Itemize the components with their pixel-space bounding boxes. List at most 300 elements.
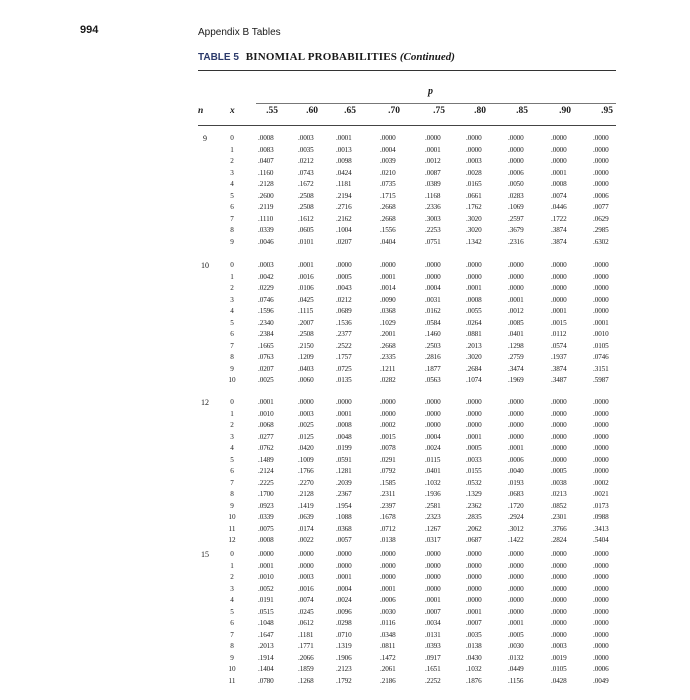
probability-cell: .0191: [258, 596, 274, 604]
probability-cell: .0030: [508, 642, 524, 650]
probability-cell: .0000: [551, 630, 567, 639]
probability-cell: .0083: [258, 145, 274, 154]
probability-cell: .2924: [508, 513, 524, 521]
probability-cell: .0291: [380, 455, 396, 464]
probability-cell: .3874: [551, 226, 567, 234]
x-value: 4: [230, 596, 234, 604]
probability-cell: .1032: [425, 478, 441, 487]
p-span-rule: [256, 103, 616, 104]
x-value: 5: [230, 607, 234, 616]
probability-cell: .0000: [466, 561, 482, 570]
probability-cell: .2123: [336, 665, 352, 673]
probability-cell: .2323: [425, 513, 441, 521]
probability-cell: .2128: [298, 490, 314, 498]
probability-cell: .0605: [298, 226, 314, 234]
probability-cell: .0687: [466, 536, 482, 544]
p-header: .90: [559, 106, 571, 116]
probability-cell: .0025: [298, 421, 314, 429]
probability-cell: .0000: [593, 272, 609, 281]
x-value: 5: [230, 191, 234, 200]
probability-cell: .1009: [298, 455, 314, 464]
probability-cell: .2581: [425, 501, 441, 510]
probability-cell: .0000: [425, 261, 441, 269]
probability-cell: .2194: [336, 191, 352, 200]
probability-cell: .0000: [551, 398, 567, 406]
x-value: 1: [230, 409, 234, 418]
probability-cell: .3151: [593, 364, 609, 373]
probability-cell: .0003: [298, 409, 314, 418]
probability-cell: .0515: [258, 607, 274, 616]
probability-cell: .0002: [593, 478, 609, 487]
n-column-header: n: [198, 106, 204, 116]
probability-cell: .2684: [466, 364, 482, 373]
probability-cell: .1585: [380, 478, 396, 487]
probability-cell: .0923: [258, 501, 274, 510]
table-continued: (Continued): [399, 51, 455, 63]
probability-cell: .2508: [298, 330, 314, 338]
p-column-group-header: p: [428, 86, 433, 97]
probability-cell: .0000: [593, 307, 609, 315]
probability-cell: .0001: [466, 432, 482, 441]
probability-cell: .0131: [425, 630, 441, 639]
probability-cell: .0000: [593, 432, 609, 441]
probability-cell: .1596: [258, 307, 274, 315]
probability-cell: .1029: [380, 318, 396, 327]
probability-cell: .0105: [551, 665, 567, 673]
x-value: 4: [230, 307, 234, 315]
probability-cell: .1876: [466, 676, 482, 685]
n-value: 15: [201, 550, 209, 559]
probability-cell: .3874: [551, 237, 567, 246]
probability-cell: .0751: [425, 237, 441, 246]
probability-cell: .3474: [508, 364, 524, 373]
probability-cell: .0000: [425, 134, 441, 142]
probability-cell: .0000: [508, 272, 524, 281]
probability-cell: .2985: [593, 226, 609, 234]
probability-cell: .0001: [258, 561, 274, 570]
probability-cell: .0446: [551, 203, 567, 211]
probability-cell: .0135: [336, 376, 352, 384]
probability-cell: .0000: [551, 421, 567, 429]
probability-cell: .0006: [380, 596, 396, 604]
probability-cell: .0019: [551, 653, 567, 662]
probability-cell: .0003: [298, 573, 314, 581]
x-value: 9: [230, 237, 234, 246]
x-value: 8: [230, 353, 234, 361]
probability-cell: .2600: [258, 191, 274, 200]
page-number: 994: [80, 24, 99, 36]
probability-cell: .0112: [551, 330, 567, 338]
x-value: 7: [230, 630, 234, 639]
probability-cell: .0001: [336, 573, 352, 581]
probability-cell: .0010: [258, 409, 274, 418]
probability-cell: .0001: [425, 145, 441, 154]
x-value: 12: [228, 536, 236, 544]
probability-cell: .0000: [466, 272, 482, 281]
probability-cell: .1115: [298, 307, 314, 315]
x-value: 1: [230, 561, 234, 570]
x-value: 8: [230, 490, 234, 498]
probability-cell: .2362: [466, 501, 482, 510]
x-value: 10: [228, 513, 236, 521]
p-header: .60: [306, 106, 318, 116]
probability-cell: .0612: [298, 619, 314, 627]
probability-cell: .3413: [593, 524, 609, 533]
probability-cell: .0683: [508, 490, 524, 498]
probability-cell: .1329: [466, 490, 482, 498]
probability-cell: .0046: [258, 237, 274, 246]
probability-cell: .1678: [380, 513, 396, 521]
probability-cell: .0000: [551, 295, 567, 304]
probability-cell: .0000: [593, 409, 609, 418]
probability-cell: .3874: [551, 364, 567, 373]
x-value: 4: [230, 444, 234, 452]
probability-cell: .0052: [258, 584, 274, 593]
probability-cell: .1168: [425, 191, 441, 200]
probability-cell: .0000: [508, 261, 524, 269]
probability-cell: .0210: [380, 168, 396, 177]
probability-cell: .0207: [258, 364, 274, 373]
probability-cell: .0000: [466, 596, 482, 604]
x-value: 2: [230, 573, 234, 581]
probability-cell: .0591: [336, 455, 352, 464]
probability-cell: .0811: [380, 642, 396, 650]
probability-cell: .1181: [298, 630, 314, 639]
probability-cell: .0710: [336, 630, 352, 639]
probability-cell: .2061: [380, 665, 396, 673]
probability-cell: .3003: [425, 214, 441, 223]
probability-cell: .2316: [508, 237, 524, 246]
probability-cell: .0689: [336, 307, 352, 315]
probability-cell: .0028: [466, 168, 482, 177]
probability-cell: .0038: [551, 478, 567, 487]
x-value: 6: [230, 330, 234, 338]
x-value: 6: [230, 203, 234, 211]
probability-cell: .2508: [298, 191, 314, 200]
probability-cell: .3766: [551, 524, 567, 533]
probability-cell: .0000: [508, 561, 524, 570]
probability-cell: .0040: [508, 467, 524, 475]
probability-cell: .0000: [466, 398, 482, 406]
probability-cell: .0000: [551, 145, 567, 154]
n-value: 10: [201, 261, 209, 270]
probability-cell: .1419: [298, 501, 314, 510]
probability-cell: .0074: [551, 191, 567, 200]
probability-cell: .0039: [380, 157, 396, 165]
probability-cell: .0003: [551, 642, 567, 650]
probability-cell: .0000: [593, 642, 609, 650]
probability-cell: .0001: [336, 134, 352, 142]
probability-cell: .0010: [593, 330, 609, 338]
probability-cell: .0000: [298, 550, 314, 558]
probability-cell: .0000: [425, 573, 441, 581]
probability-cell: .0000: [593, 561, 609, 570]
probability-cell: .2186: [380, 676, 396, 685]
probability-cell: .1110: [258, 214, 274, 223]
probability-cell: .0000: [336, 398, 352, 406]
probability-cell: .0001: [336, 409, 352, 418]
p-header: .95: [601, 106, 613, 116]
probability-cell: .1160: [258, 168, 274, 177]
probability-cell: .2270: [298, 478, 314, 487]
probability-cell: .2066: [298, 653, 314, 662]
probability-cell: .0005: [551, 467, 567, 475]
probability-cell: .1762: [466, 203, 482, 211]
probability-cell: .0025: [258, 376, 274, 384]
probability-cell: .0000: [508, 596, 524, 604]
probability-cell: .2508: [298, 203, 314, 211]
probability-cell: .0001: [425, 596, 441, 604]
x-value: 3: [230, 295, 234, 304]
probability-cell: .1969: [508, 376, 524, 384]
probability-cell: .1069: [508, 203, 524, 211]
probability-cell: .0014: [380, 284, 396, 292]
probability-cell: .2013: [466, 341, 482, 350]
probability-cell: .0881: [466, 330, 482, 338]
probability-cell: .0006: [508, 168, 524, 177]
x-value: 3: [230, 432, 234, 441]
probability-cell: .0000: [466, 261, 482, 269]
probability-cell: .0000: [593, 607, 609, 616]
probability-cell: .0000: [593, 619, 609, 627]
probability-cell: .1757: [336, 353, 352, 361]
x-value: 11: [228, 676, 236, 685]
probability-cell: .0725: [336, 364, 352, 373]
probability-cell: .0006: [508, 455, 524, 464]
probability-cell: .2311: [380, 490, 396, 498]
probability-cell: .1914: [258, 653, 274, 662]
probability-cell: .1211: [380, 364, 396, 373]
probability-cell: .0449: [508, 665, 524, 673]
probability-cell: .0004: [425, 432, 441, 441]
probability-cell: .1766: [298, 467, 314, 475]
probability-cell: .0348: [380, 630, 396, 639]
p-header: .85: [516, 106, 528, 116]
probability-cell: .1032: [466, 665, 482, 673]
probability-cell: .2597: [508, 214, 524, 223]
probability-cell: .0000: [425, 421, 441, 429]
probability-cell: .0000: [551, 261, 567, 269]
probability-cell: .0000: [425, 550, 441, 558]
probability-cell: .0245: [298, 607, 314, 616]
probability-cell: .2225: [258, 478, 274, 487]
probability-cell: .0746: [258, 295, 274, 304]
probability-cell: .0005: [466, 444, 482, 452]
probability-cell: .0735: [380, 180, 396, 188]
x-value: 5: [230, 318, 234, 327]
probability-cell: .0407: [258, 157, 274, 165]
probability-cell: .0162: [425, 307, 441, 315]
probability-cell: .0138: [466, 642, 482, 650]
probability-cell: .1722: [551, 214, 567, 223]
x-value: 8: [230, 226, 234, 234]
probability-cell: .0917: [425, 653, 441, 662]
probability-cell: .0428: [551, 676, 567, 685]
x-value: 7: [230, 341, 234, 350]
probability-cell: .0002: [380, 421, 396, 429]
probability-cell: .0003: [466, 157, 482, 165]
x-value: 0: [230, 261, 234, 269]
probability-cell: .1281: [336, 467, 352, 475]
probability-cell: .0000: [551, 134, 567, 142]
x-value: 6: [230, 467, 234, 475]
probability-cell: .0000: [593, 596, 609, 604]
probability-cell: .0000: [466, 573, 482, 581]
probability-cell: .0000: [466, 409, 482, 418]
probability-cell: .0005: [336, 272, 352, 281]
probability-cell: .0000: [593, 584, 609, 593]
probability-cell: .0004: [336, 584, 352, 593]
x-value: 3: [230, 584, 234, 593]
probability-cell: .2007: [298, 318, 314, 327]
probability-cell: .0001: [508, 295, 524, 304]
probability-cell: .0000: [508, 584, 524, 593]
probability-cell: .1700: [258, 490, 274, 498]
probability-cell: .0420: [298, 444, 314, 452]
probability-cell: .0574: [551, 341, 567, 350]
probability-cell: .0000: [593, 134, 609, 142]
probability-cell: .0780: [258, 676, 274, 685]
probability-cell: .0008: [466, 295, 482, 304]
probability-cell: .0212: [298, 157, 314, 165]
probability-cell: .0852: [551, 501, 567, 510]
probability-cell: .1651: [425, 665, 441, 673]
probability-cell: .0000: [593, 168, 609, 177]
probability-cell: .0629: [593, 214, 609, 223]
probability-cell: .0000: [551, 444, 567, 452]
probability-cell: .0001: [508, 619, 524, 627]
probability-cell: .0000: [508, 398, 524, 406]
probability-cell: .0339: [258, 226, 274, 234]
probability-cell: .0003: [258, 261, 274, 269]
probability-cell: .0000: [336, 550, 352, 558]
probability-cell: .2522: [336, 341, 352, 350]
probability-cell: .0060: [298, 376, 314, 384]
probability-cell: .0000: [425, 398, 441, 406]
probability-cell: .2759: [508, 353, 524, 361]
probability-cell: .0008: [551, 180, 567, 188]
probability-cell: .1906: [336, 653, 352, 662]
probability-cell: .0000: [508, 421, 524, 429]
probability-cell: .0048: [336, 432, 352, 441]
probability-cell: .1298: [508, 341, 524, 350]
probability-cell: .3679: [508, 226, 524, 234]
probability-cell: .0043: [336, 284, 352, 292]
probability-cell: .0042: [258, 272, 274, 281]
probability-cell: .0000: [593, 261, 609, 269]
probability-cell: .0000: [336, 261, 352, 269]
probability-cell: .0138: [380, 536, 396, 544]
probability-cell: .0000: [466, 584, 482, 593]
probability-cell: .0199: [336, 444, 352, 452]
probability-cell: .0024: [336, 596, 352, 604]
probability-cell: .1612: [298, 214, 314, 223]
probability-cell: .0085: [508, 318, 524, 327]
probability-cell: .0024: [425, 444, 441, 452]
table-label: TABLE 5: [198, 52, 239, 63]
probability-cell: .1048: [258, 619, 274, 627]
probability-cell: .2128: [258, 180, 274, 188]
probability-cell: .0000: [551, 284, 567, 292]
probability-cell: .0000: [508, 607, 524, 616]
probability-cell: .0125: [298, 432, 314, 441]
probability-cell: .0000: [551, 584, 567, 593]
probability-cell: .0087: [425, 168, 441, 177]
x-value: 10: [228, 376, 236, 384]
probability-cell: .0001: [508, 444, 524, 452]
probability-cell: .0283: [508, 191, 524, 200]
probability-cell: .0000: [425, 561, 441, 570]
probability-cell: .0000: [551, 272, 567, 281]
x-value: 8: [230, 642, 234, 650]
probability-cell: .0000: [551, 561, 567, 570]
probability-cell: .5987: [593, 376, 609, 384]
probability-cell: .0000: [336, 561, 352, 570]
probability-cell: .0000: [593, 295, 609, 304]
probability-cell: .0000: [380, 573, 396, 581]
probability-cell: .0532: [466, 478, 482, 487]
probability-cell: .0000: [593, 467, 609, 475]
probability-cell: .0000: [593, 145, 609, 154]
probability-cell: .0035: [466, 630, 482, 639]
x-value: 0: [230, 550, 234, 558]
x-value: 10: [228, 665, 236, 673]
probability-cell: .2384: [258, 330, 274, 338]
probability-cell: .2835: [466, 513, 482, 521]
table-top-rule: [198, 70, 616, 71]
x-value: 9: [230, 364, 234, 373]
probability-cell: .0096: [336, 607, 352, 616]
x-value: 2: [230, 421, 234, 429]
probability-cell: .1267: [425, 524, 441, 533]
probability-cell: .0001: [298, 261, 314, 269]
probability-cell: .1088: [336, 513, 352, 521]
p-header: .65: [344, 106, 356, 116]
probability-cell: .0078: [380, 444, 396, 452]
probability-cell: .0000: [380, 134, 396, 142]
probability-cell: .0008: [258, 536, 274, 544]
probability-cell: .0008: [336, 421, 352, 429]
probability-cell: .0393: [425, 642, 441, 650]
probability-cell: .2824: [551, 536, 567, 544]
probability-cell: .0098: [336, 157, 352, 165]
probability-cell: .0006: [593, 191, 609, 200]
probability-cell: .3020: [466, 214, 482, 223]
probability-cell: .0006: [593, 665, 609, 673]
probability-cell: .2150: [298, 341, 314, 350]
probability-cell: .0000: [593, 180, 609, 188]
probability-cell: .3487: [551, 376, 567, 384]
probability-cell: .0132: [508, 653, 524, 662]
probability-cell: .2668: [380, 203, 396, 211]
x-value: 6: [230, 619, 234, 627]
probability-cell: .0000: [593, 157, 609, 165]
probability-cell: .5404: [593, 536, 609, 544]
probability-cell: .0207: [336, 237, 352, 246]
x-value: 4: [230, 180, 234, 188]
probability-cell: .0074: [298, 596, 314, 604]
probability-cell: .0004: [380, 145, 396, 154]
probability-cell: .0712: [380, 524, 396, 533]
probability-cell: .2336: [425, 203, 441, 211]
probability-cell: .1792: [336, 676, 352, 685]
probability-cell: .0212: [336, 295, 352, 304]
header-bottom-rule: [198, 125, 616, 126]
probability-cell: .0000: [258, 550, 274, 558]
probability-cell: .0000: [551, 596, 567, 604]
probability-cell: .2397: [380, 501, 396, 510]
probability-cell: .0001: [258, 398, 274, 406]
